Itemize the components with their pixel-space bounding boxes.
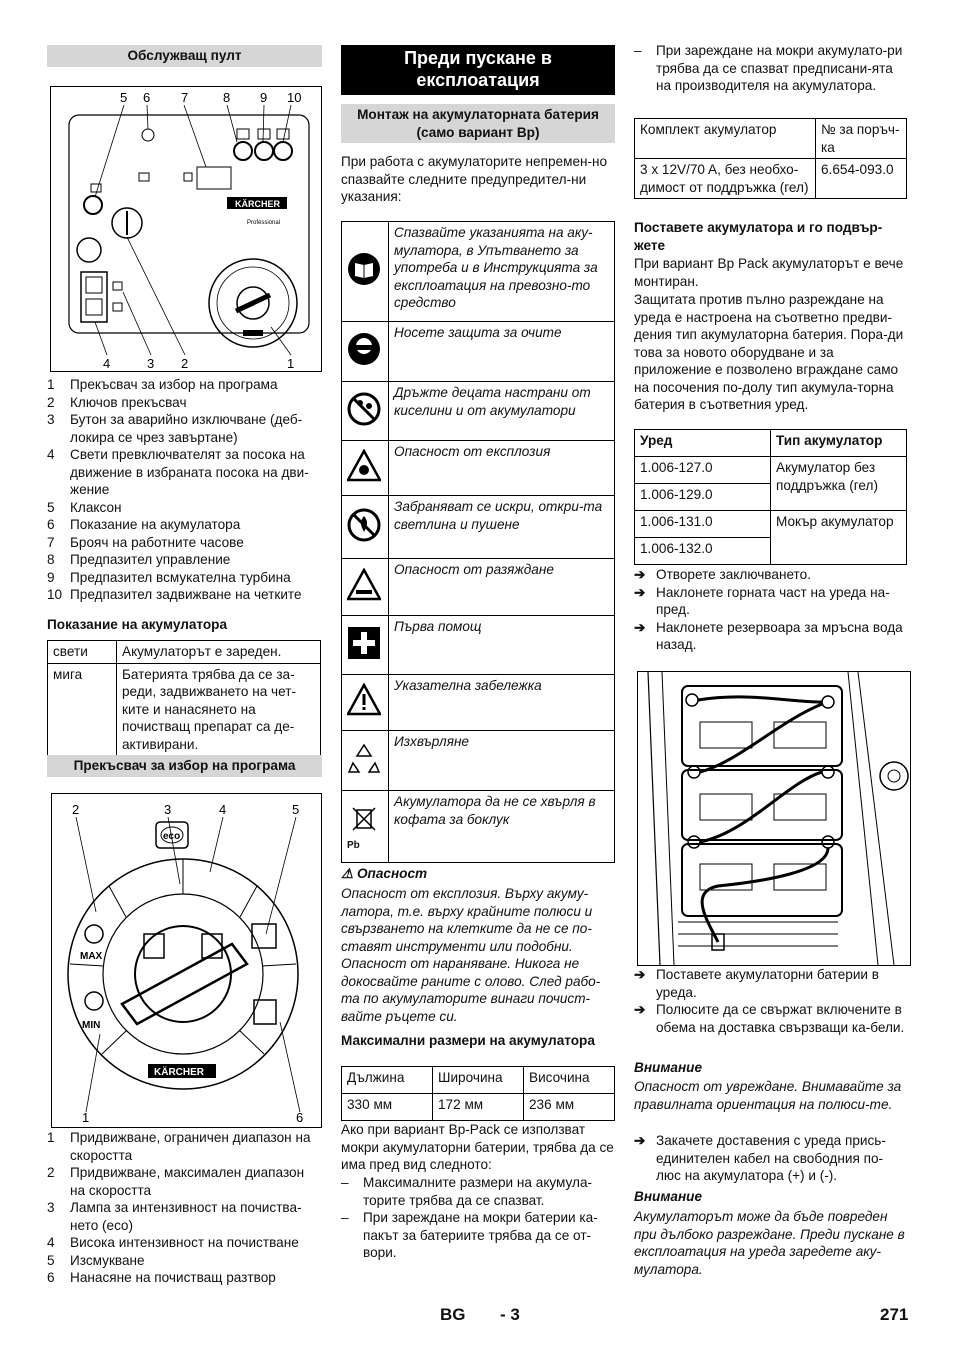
deep-discharge-text: Защитата против пълно разреждане на уреда е настроена на съответно предви-дения тип акумулаторна батерия. Пора-ди това за новото оборудване и за приложение е позволено вграждане само на посочения по-долу тип акумула-торна батерия в съответния уред. xyxy=(634,292,904,412)
manual-icon xyxy=(347,252,381,286)
figure-label: 2 xyxy=(181,356,189,371)
section-heading-mount: Монтаж на акумулаторната батерия (само вариант Bp) xyxy=(341,104,615,143)
figure-label: 1 xyxy=(82,1110,90,1125)
figure-label: 5 xyxy=(120,90,128,105)
list-item: 2 Ключов прекъсвач xyxy=(47,394,187,410)
explosion-icon xyxy=(347,449,381,483)
keep-children-away-icon xyxy=(347,392,381,426)
charging-note-list xyxy=(634,42,907,95)
warning-text: Забраняват се искри, откри-та светлина и пушене xyxy=(389,496,615,559)
warning-row xyxy=(342,382,615,441)
arrow-right-icon: ➔ xyxy=(634,619,646,635)
bp-pack-text: Ако при вариант Bp-Pack се използват мокри акумулаторни батерии, трябва да се има пред вид следното: xyxy=(341,1122,614,1172)
arrow-right-icon: ➔ xyxy=(634,1002,646,1017)
warning-icon: ⚠ xyxy=(341,866,354,881)
list-item: 3 Бутон за аварийно изключване (деб-локира се чрез завъртане) xyxy=(47,412,303,445)
control-panel-drawing xyxy=(51,87,321,371)
list-item: ➔ Наклонете резервоара за мръсна вода назад. xyxy=(634,619,903,652)
table-row: 1.006-127.0 Акумулатор без поддръжка (гел) xyxy=(635,457,907,484)
figure-label: Professional xyxy=(247,220,281,226)
selector-legend-list xyxy=(47,1129,322,1287)
bp-pack-list xyxy=(341,1174,615,1262)
footer-language: BG xyxy=(440,1305,466,1324)
table-row: 3 x 12V/70 A, без необхо-димост от поддръжка (гел) 6.654-093.0 xyxy=(635,159,907,199)
caution-text-2: Акумулаторът може да бъде повреден при дълбоко разреждане. Преди пускане в експлоатация на уреда заредете аку-мулатора. xyxy=(634,1209,905,1277)
list-item: – При зареждане на мокри акумулато-ри трябва да се спазват предписани-ята на производителя на акумулатора. xyxy=(634,43,903,93)
warning-text: Опасност от експлозия xyxy=(389,441,615,496)
program-selector-figure xyxy=(51,793,322,1128)
list-item: 2 Придвижване, максимален диапазон на скоростта xyxy=(47,1165,305,1198)
figure-label: 7 xyxy=(181,90,189,105)
intro-text: При работа с акумулаторите непремен-но спазвайте следните предупредител-ни указания: xyxy=(341,154,608,204)
list-item: ➔ Полюсите да се свържат включените в обема на доставка свързващи ка-бели. xyxy=(634,1002,905,1035)
program-selector-drawing xyxy=(52,794,321,1127)
no-dustbin-icon xyxy=(347,802,381,836)
battery-kit-table xyxy=(634,118,907,199)
caution-text-1: Опасност от увреждане. Внимавайте за правилната ориентация на полюси-те. xyxy=(634,1079,902,1112)
no-fire-icon xyxy=(347,508,381,542)
control-panel-figure xyxy=(50,86,322,372)
steps-list-2 xyxy=(634,966,907,1036)
battery-compartment-figure xyxy=(637,671,911,966)
table-row: 1.006-132.0 xyxy=(635,538,907,565)
warning-row xyxy=(342,441,615,496)
figure-label: eco xyxy=(163,831,181,842)
list-item: – Максималните размери на акумула-торите трябва да се спазват. xyxy=(341,1175,593,1208)
list-item: 5 Клаксон xyxy=(47,499,122,515)
caution-label-2: Внимание xyxy=(634,1189,703,1204)
list-item: 6 Нанасяне на почистващ разтвор xyxy=(47,1270,276,1285)
panel-legend-list xyxy=(47,376,322,604)
warning-row xyxy=(342,731,615,791)
eye-protection-icon xyxy=(347,332,381,366)
list-item: 1 Придвижване, ограничен диапазон на скоростта xyxy=(47,1130,311,1163)
warning-text: Дръжте децата настрани от киселини и от акумулатори xyxy=(389,382,615,441)
steps-list-3 xyxy=(634,1132,907,1185)
list-item: 9 Предпазител всмукателна турбина xyxy=(47,569,291,585)
figure-label: 4 xyxy=(103,356,111,371)
figure-label: KÄRCHER xyxy=(235,199,280,209)
warning-row xyxy=(342,675,615,731)
figure-label: 8 xyxy=(223,90,231,105)
warning-text: Изхвърляне xyxy=(389,731,615,791)
section-heading-panel: Обслужващ пулт xyxy=(47,45,322,67)
arrow-right-icon: ➔ xyxy=(634,967,646,982)
figure-label: MAX xyxy=(80,951,103,962)
battery-indicator-table xyxy=(47,640,321,756)
warning-row xyxy=(342,559,615,616)
figure-label: 3 xyxy=(164,802,172,817)
warning-row xyxy=(342,222,615,322)
table-row: свети Акумулаторът е зареден. xyxy=(48,641,321,664)
figure-label: 5 xyxy=(292,802,300,817)
caution-label-1: Внимание xyxy=(634,1060,703,1075)
figure-label: 10 xyxy=(287,90,302,105)
warning-symbols-table xyxy=(341,221,615,863)
figure-label: 6 xyxy=(296,1110,304,1125)
arrow-right-icon: ➔ xyxy=(634,567,646,582)
list-item: 4 Висока интензивност на почистване xyxy=(47,1235,299,1250)
arrow-right-icon: ➔ xyxy=(634,584,646,600)
recycling-icon xyxy=(347,741,381,775)
warning-text: Първа помощ xyxy=(389,616,615,675)
figure-label: 2 xyxy=(72,802,80,817)
section-heading-selector: Прекъсвач за избор на програма xyxy=(47,755,322,777)
list-item: 3 Лампа за интензивност на почиства-нето (eco) xyxy=(47,1200,302,1233)
bp-pack-installed-text: При вариант Bp Pack акумулаторът е вече монтиран. xyxy=(634,256,904,289)
dimensions-heading: Максимални размери на акумулатора xyxy=(341,1033,595,1048)
table-row: 330 мм 172 мм 236 мм xyxy=(342,1094,615,1121)
warning-text: Носете защита за очите xyxy=(389,322,615,382)
figure-label: 1 xyxy=(287,356,295,371)
warning-row xyxy=(342,322,615,382)
footer-page-number: 271 xyxy=(880,1305,909,1324)
list-item: 5 Изсмукване xyxy=(47,1252,145,1268)
device-battery-table xyxy=(634,429,907,565)
danger-label: ⚠ Опасност xyxy=(341,866,428,881)
insert-battery-heading: Поставете акумулатора и го подвър-жете xyxy=(634,220,883,253)
battery-indicator-heading: Показание на акумулатора xyxy=(47,617,228,632)
list-item: ➔ Поставете акумулаторни батерии в уреда. xyxy=(634,967,880,1000)
first-aid-icon xyxy=(347,626,381,660)
figure-label: KÄRCHER xyxy=(154,1067,204,1078)
list-item: – При зареждане на мокри батерии ка-пакът за батериите трябва да се от-вори. xyxy=(341,1210,598,1260)
table-row: Уред Тип акумулатор xyxy=(635,430,907,457)
dimensions-table xyxy=(341,1066,615,1121)
warning-row xyxy=(342,496,615,559)
figure-label: 4 xyxy=(219,802,227,817)
figure-label: 6 xyxy=(143,90,151,105)
warning-row xyxy=(342,616,615,675)
list-item: 10 Предпазител задвижване на четките xyxy=(47,587,302,602)
figure-label: MIN xyxy=(82,1020,101,1031)
steps-list-1 xyxy=(634,566,907,654)
table-row: 1.006-131.0 Мокър акумулатор xyxy=(635,511,907,538)
arrow-right-icon: ➔ xyxy=(634,1133,646,1148)
list-item: 4 Свети превключвателят за посока на движение в избраната посока на дви-жение xyxy=(47,447,309,497)
table-row: 1.006-129.0 xyxy=(635,484,907,511)
warning-text: Указателна забележка xyxy=(389,675,615,731)
table-row: Дължина Широчина Височина xyxy=(342,1067,615,1094)
figure-label: 9 xyxy=(260,90,268,105)
battery-compartment-drawing xyxy=(638,672,910,965)
danger-text: Опасност от експлозия. Върху акуму-латора, т.е. върху крайните полюси и свързването на клетките да не се по-ставят инструменти или подобни. Опасност от нараняване. Никога не докосвайте раните с олово. След рабо-та по акумулаторите винаги почист-вайте ръцете си. xyxy=(341,886,601,1024)
warning-text: Спазвайте указанията на аку-мулатора, в Упътването за употреба и в Инструкцията за експлоатация на превозно-то средство xyxy=(389,222,615,322)
corrosion-icon xyxy=(347,568,381,602)
list-item: 6 Показание на акумулатора xyxy=(47,517,241,532)
list-item: ➔ Наклонете горната част на уреда на-пред. xyxy=(634,584,890,617)
warning-text: Опасност от разяждане xyxy=(389,559,615,616)
list-item: 7 Брояч на работните часове xyxy=(47,534,244,550)
warning-text: Акумулатора да не се хвърля в кофата за боклук xyxy=(389,791,615,863)
figure-label: 3 xyxy=(147,356,155,371)
warning-icon xyxy=(347,683,381,717)
pb-label: Pb xyxy=(347,840,360,852)
list-item: 1 Прекъсвач за избор на програма xyxy=(47,377,278,392)
footer-section: - 3 xyxy=(500,1305,520,1324)
list-item: 8 Предпазител управление xyxy=(47,552,231,567)
table-row: Комплект акумулатор № за поръч-ка xyxy=(635,119,907,159)
list-item: ➔ Отворете заключването. xyxy=(634,567,811,582)
chapter-heading: Преди пускане в експлоатация xyxy=(341,45,615,95)
warning-row xyxy=(342,791,615,863)
table-row: мига Батерията трябва да се за-реди, задвижването на чет-ките и нанасянето на почистващ препарат са де-активирани. xyxy=(48,663,321,756)
list-item: ➔ Закачете доставения с уреда прись-единителен кабел на свободния по-люс на акумулатора (+) и (-). xyxy=(634,1133,886,1183)
